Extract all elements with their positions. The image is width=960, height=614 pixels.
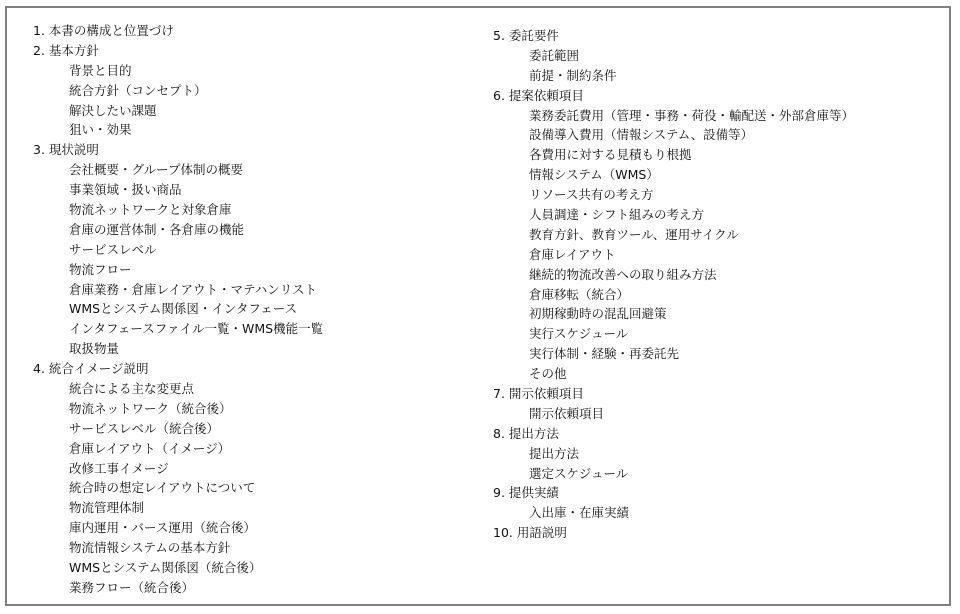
toc-subsection-item: 選定スケジュール [529, 465, 629, 481]
toc-subsection-item: 狙い・効果 [69, 122, 132, 138]
toc-section-heading: 5. 委託要件 [493, 28, 559, 43]
toc-subsection-item: サービスレベル [69, 241, 157, 257]
toc-section-heading: 9. 提供実績 [493, 485, 559, 501]
toc-subsection-item: リソース共有の考え方 [529, 187, 654, 203]
toc-section-heading: 6. 提案依頼項目 [493, 87, 584, 103]
toc-subsection-item: 実行体制・経験・再委託先 [529, 346, 680, 362]
toc-subsection-item: 背景と目的 [69, 62, 132, 78]
toc-section-heading: 7. 開示依頼項目 [493, 386, 584, 402]
toc-subsection-item: その他 [529, 366, 567, 382]
toc-subsection-item: 倉庫業務・倉庫レイアウト・マテハンリスト [69, 281, 318, 297]
toc-subsection-item: 統合方針（コンセプト） [69, 82, 207, 98]
toc-section-heading: 8. 提出方法 [493, 425, 559, 441]
toc-subsection-item: 実行スケジュール [529, 326, 629, 342]
toc-section-heading: 1. 本書の構成と位置づけ [33, 23, 174, 38]
toc-subsection-item: サービスレベル（統合後） [69, 420, 220, 436]
table-of-contents-frame [5, 6, 951, 606]
toc-subsection-item: 初期稼動時の混乱回避策 [529, 306, 667, 322]
toc-subsection-item: 提出方法 [529, 445, 580, 461]
toc-subsection-item: WMSとシステム関係図（統合後） [69, 560, 262, 576]
toc-subsection-item: 情報システム（WMS） [529, 167, 659, 183]
toc-subsection-item: 物流情報システムの基本方針 [69, 540, 231, 556]
toc-subsection-item: 倉庫移転（統合） [529, 286, 630, 302]
toc-subsection-item: 各費用に対する見積もり根拠 [529, 147, 692, 163]
toc-subsection-item: 事業領域・扱い商品 [69, 182, 182, 198]
toc-subsection-item: 委託範囲 [529, 47, 580, 63]
toc-subsection-item: 業務委託費用（管理・事務・荷役・輸配送・外部倉庫等） [529, 107, 855, 123]
toc-subsection-item: 解決したい課題 [69, 102, 157, 118]
toc-subsection-item: 会社概要・グループ体制の概要 [69, 162, 244, 178]
toc-subsection-item: 人員調達・シフト組みの考え方 [529, 207, 705, 223]
toc-subsection-item: 統合時の想定レイアウトについて [69, 480, 256, 496]
toc-left-column [33, 21, 323, 598]
toc-subsection-item: 設備導入費用（情報システム、設備等） [529, 127, 754, 143]
toc-subsection-item: 統合による主な変更点 [69, 381, 195, 397]
toc-section-heading: 2. 基本方針 [33, 42, 99, 58]
toc-section-heading: 3. 現状説明 [33, 142, 99, 158]
toc-subsection-item: 物流管理体制 [69, 500, 145, 516]
toc-subsection-item: 教育方針、教育ツール、運用サイクル [529, 226, 739, 242]
toc-subsection-item: 入出庫・在庫実績 [529, 505, 630, 521]
toc-subsection-item: 庫内運用・バース運用（統合後） [69, 520, 256, 536]
toc-subsection-item: 物流フロー [69, 261, 132, 277]
toc-subsection-item: インタフェースファイル一覧・WMS機能一覧 [69, 321, 324, 337]
toc-subsection-item: 開示依頼項目 [529, 405, 605, 421]
toc-subsection-item: 物流ネットワーク（統合後） [69, 400, 232, 416]
toc-subsection-item: 倉庫レイアウト（イメージ） [69, 440, 231, 456]
toc-subsection-item: 倉庫の運営体制・各倉庫の機能 [69, 221, 245, 237]
toc-subsection-item: 倉庫レイアウト [529, 246, 616, 262]
toc-subsection-item: WMSとシステム関係図・インタフェース [69, 301, 298, 317]
toc-subsection-item: 物流ネットワークと対象倉庫 [69, 202, 232, 218]
toc-subsection-item: 取扱物量 [69, 341, 120, 357]
toc-subsection-item: 業務フロー（統合後） [69, 579, 195, 595]
toc-subsection-item: 前提・制約条件 [529, 67, 617, 83]
toc-subsection-item: 継続的物流改善への取り組み方法 [529, 266, 717, 282]
toc-subsection-item: 改修工事イメージ [69, 460, 169, 476]
toc-section-heading: 10. 用語説明 [493, 525, 567, 541]
toc-section-heading: 4. 統合イメージ説明 [33, 361, 149, 377]
toc-right-column [493, 26, 854, 543]
